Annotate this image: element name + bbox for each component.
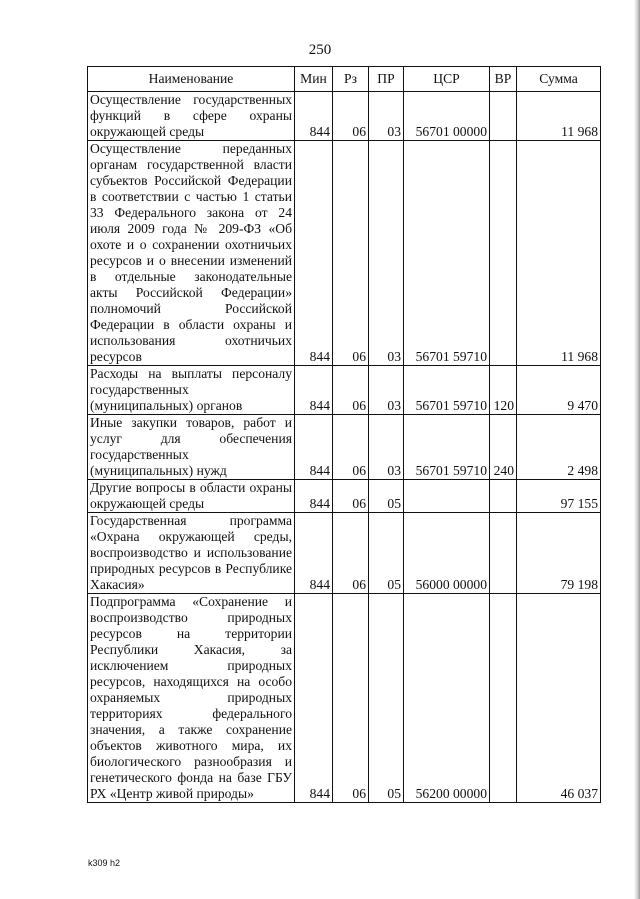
header-name: Наименование <box>88 67 295 92</box>
row-rz: 06 <box>333 92 369 141</box>
row-csr: 56701 59710 <box>404 366 490 415</box>
row-pr: 03 <box>369 141 404 366</box>
row-min: 844 <box>295 513 333 594</box>
row-name: Подпрограмма «Сохранение и воспроизводство природных ресурсов на территории Республики Хакасия, за исключением природных ресурсов, находящихся на особо охраняемых природных территориях федерального значения, а также сохранение объектов животного мира, их биологического разнообразия и генетического фонда на базе ГБУ РХ «Центр живой природы» <box>88 594 295 803</box>
row-rz: 06 <box>333 415 369 480</box>
row-name: Другие вопросы в области охраны окружающей среды <box>88 480 295 513</box>
row-sum: 79 198 <box>517 513 601 594</box>
row-min: 844 <box>295 92 333 141</box>
row-vr: 120 <box>490 366 517 415</box>
header-csr: ЦСР <box>404 67 490 92</box>
row-sum: 11 968 <box>517 141 601 366</box>
row-vr <box>490 480 517 513</box>
row-sum: 11 968 <box>517 92 601 141</box>
header-sum: Сумма <box>517 67 601 92</box>
row-pr: 05 <box>369 513 404 594</box>
row-sum: 2 498 <box>517 415 601 480</box>
row-name: Осуществление переданных органам государственной власти субъектов Российской Федерации в соответствии с частью 1 статьи 33 Федерального закона от 24 июля 2009 года № 209-ФЗ «Об охоте и о сохранении охотничьих ресурсов и о внесении изменений в отдельные законодательные акты Российской Федерации» полномочий Российской Федерации в области охраны и использования охотничьих ресурсов <box>88 141 295 366</box>
row-name: Государственная программа «Охрана окружающей среды, воспроизводство и использование природных ресурсов в Республике Хакасия» <box>88 513 295 594</box>
row-csr <box>404 480 490 513</box>
row-name: Расходы на выплаты персоналу государственных (муниципальных) органов <box>88 366 295 415</box>
row-sum: 9 470 <box>517 366 601 415</box>
row-rz: 06 <box>333 480 369 513</box>
row-min: 844 <box>295 366 333 415</box>
budget-table <box>87 66 601 803</box>
footer-code: k309 h2 <box>88 858 121 868</box>
row-sum: 46 037 <box>517 594 601 803</box>
table-header-row <box>88 67 601 92</box>
row-min: 844 <box>295 594 333 803</box>
row-vr <box>490 513 517 594</box>
row-rz: 06 <box>333 141 369 366</box>
table-row <box>88 141 601 366</box>
row-vr <box>490 594 517 803</box>
row-csr: 56200 00000 <box>404 594 490 803</box>
row-min: 844 <box>295 141 333 366</box>
row-pr: 03 <box>369 415 404 480</box>
row-name: Иные закупки товаров, работ и услуг для обеспечения государственных (муниципальных) нужд <box>88 415 295 480</box>
row-sum: 97 155 <box>517 480 601 513</box>
row-csr: 56701 59710 <box>404 415 490 480</box>
header-pr: ПР <box>369 67 404 92</box>
row-vr <box>490 92 517 141</box>
scan-edge-shadow <box>634 0 640 899</box>
table-row <box>88 513 601 594</box>
row-rz: 06 <box>333 594 369 803</box>
row-csr: 56000 00000 <box>404 513 490 594</box>
row-vr <box>490 141 517 366</box>
row-min: 844 <box>295 480 333 513</box>
row-pr: 05 <box>369 480 404 513</box>
table-row <box>88 415 601 480</box>
row-pr: 03 <box>369 366 404 415</box>
row-rz: 06 <box>333 513 369 594</box>
table-row <box>88 480 601 513</box>
table-row <box>88 594 601 803</box>
header-vr: ВР <box>490 67 517 92</box>
row-min: 844 <box>295 415 333 480</box>
row-csr: 56701 00000 <box>404 92 490 141</box>
table-row <box>88 366 601 415</box>
row-pr: 03 <box>369 92 404 141</box>
row-csr: 56701 59710 <box>404 141 490 366</box>
row-pr: 05 <box>369 594 404 803</box>
row-rz: 06 <box>333 366 369 415</box>
header-rz: Рз <box>333 67 369 92</box>
row-name: Осуществление государственных функций в сфере охраны окружающей среды <box>88 92 295 141</box>
page-number: 250 <box>308 42 332 58</box>
header-min: Мин <box>295 67 333 92</box>
table-row <box>88 92 601 141</box>
row-vr: 240 <box>490 415 517 480</box>
